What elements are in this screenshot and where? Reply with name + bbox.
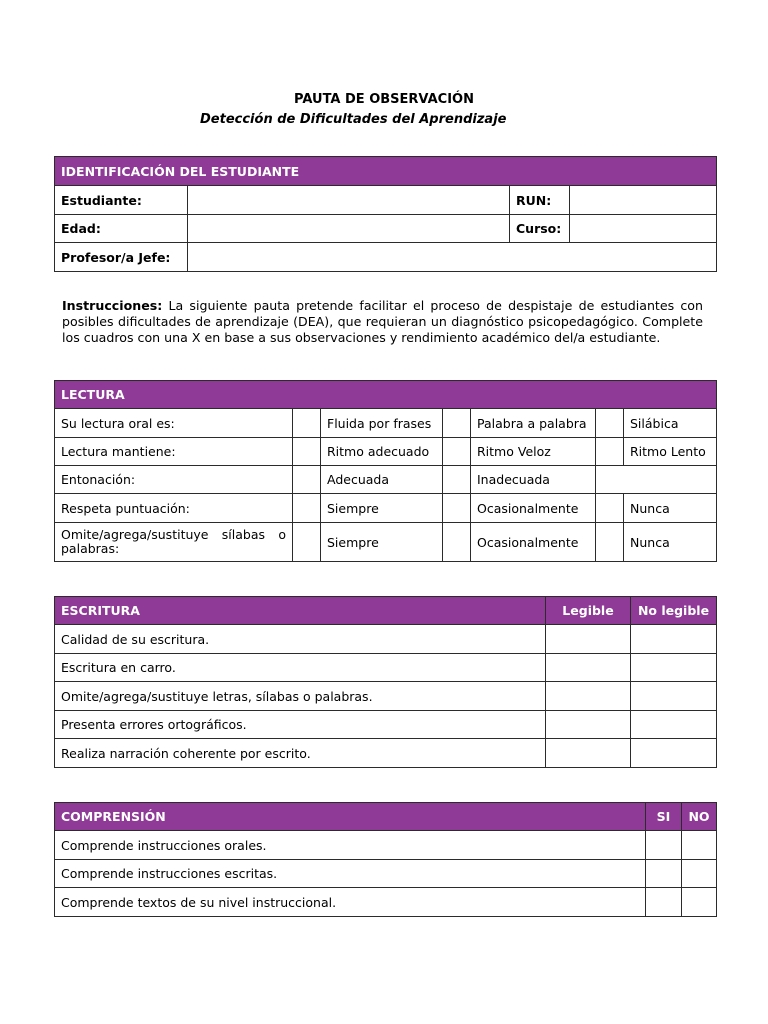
checkbox-cell[interactable] <box>546 739 631 768</box>
table-row <box>55 494 717 523</box>
reading-item: Respeta puntuación: <box>55 494 293 523</box>
comprehension-item: Comprende textos de su nivel instruccional. <box>55 888 646 917</box>
checkbox-cell[interactable] <box>596 438 624 466</box>
comprehension-item: Comprende instrucciones escritas. <box>55 860 646 888</box>
checkbox-cell[interactable] <box>682 888 717 917</box>
table-row <box>55 831 717 860</box>
checkbox-cell[interactable] <box>631 625 717 654</box>
identification-heading: IDENTIFICACIÓN DEL ESTUDIANTE <box>55 157 717 186</box>
checkbox-cell[interactable] <box>646 860 682 888</box>
teacher-label: Profesor/a Jefe: <box>55 243 188 272</box>
comprehension-item: Comprende instrucciones orales. <box>55 831 646 860</box>
page-title: PAUTA DE OBSERVACIÓN <box>294 92 474 107</box>
reading-option: Adecuada <box>321 466 443 494</box>
table-row <box>55 888 717 917</box>
checkbox-cell[interactable] <box>596 523 624 562</box>
writing-item: Realiza narración coherente por escrito. <box>55 739 546 768</box>
instructions <box>62 298 703 346</box>
teacher-field[interactable] <box>188 243 717 272</box>
reading-option: Siempre <box>321 523 443 562</box>
checkbox-cell[interactable] <box>631 682 717 711</box>
checkbox-cell[interactable] <box>293 494 321 523</box>
checkbox-cell[interactable] <box>293 438 321 466</box>
checkbox-cell[interactable] <box>293 409 321 438</box>
checkbox-cell[interactable] <box>646 888 682 917</box>
checkbox-cell[interactable] <box>596 494 624 523</box>
instructions-text: La siguiente pauta pretende facilitar el proceso de despistaje de estudiantes con posibles dificultades de aprendizaje (DEA), que requieran un diagnóstico psicopedagógico. Complete los cuadros con una X en base a sus observaciones y rendimiento académico del/a estudiante. <box>62 298 703 345</box>
table-row <box>55 654 717 682</box>
writing-heading: ESCRITURA <box>55 597 546 625</box>
checkbox-cell[interactable] <box>443 523 471 562</box>
reading-option: Ritmo adecuado <box>321 438 443 466</box>
checkbox-cell[interactable] <box>546 625 631 654</box>
reading-option: Ritmo Veloz <box>471 438 596 466</box>
age-field[interactable] <box>188 215 510 243</box>
student-label: Estudiante: <box>55 186 188 215</box>
reading-option: Ritmo Lento <box>624 438 717 466</box>
instructions-label: Instrucciones: <box>62 298 163 313</box>
table-row <box>55 466 717 494</box>
checkbox-cell[interactable] <box>646 831 682 860</box>
reading-option: Nunca <box>624 523 717 562</box>
page-subtitle: Detección de Dificultades del Aprendizaje <box>200 112 507 127</box>
writing-item: Escritura en carro. <box>55 654 546 682</box>
no-header: NO <box>682 803 717 831</box>
identification-table <box>54 156 717 272</box>
student-field[interactable] <box>188 186 510 215</box>
checkbox-cell[interactable] <box>682 831 717 860</box>
table-row <box>55 682 717 711</box>
reading-option: Ocasionalmente <box>471 494 596 523</box>
yes-header: SI <box>646 803 682 831</box>
writing-item: Presenta errores ortográficos. <box>55 711 546 739</box>
reading-option: Fluida por frases <box>321 409 443 438</box>
table-row <box>55 711 717 739</box>
reading-heading: LECTURA <box>55 381 717 409</box>
reading-option: Nunca <box>624 494 717 523</box>
checkbox-cell[interactable] <box>631 711 717 739</box>
comprehension-table <box>54 802 717 917</box>
checkbox-cell[interactable] <box>631 739 717 768</box>
table-row <box>55 409 717 438</box>
reading-item: Omite/agrega/sustituye sílabas o palabras: <box>55 523 293 562</box>
writing-item: Omite/agrega/sustituye letras, sílabas o palabras. <box>55 682 546 711</box>
reading-item: Lectura mantiene: <box>55 438 293 466</box>
checkbox-cell[interactable] <box>443 438 471 466</box>
empty-cell <box>596 466 717 494</box>
table-row <box>55 523 717 562</box>
reading-option: Ocasionalmente <box>471 523 596 562</box>
writing-table <box>54 596 717 768</box>
table-row <box>55 860 717 888</box>
reading-option: Siempre <box>321 494 443 523</box>
legible-header: Legible <box>546 597 631 625</box>
reading-option: Palabra a palabra <box>471 409 596 438</box>
reading-option: Inadecuada <box>471 466 596 494</box>
comprehension-heading: COMPRENSIÓN <box>55 803 646 831</box>
course-field[interactable] <box>570 215 717 243</box>
checkbox-cell[interactable] <box>682 860 717 888</box>
checkbox-cell[interactable] <box>293 466 321 494</box>
table-row <box>55 739 717 768</box>
checkbox-cell[interactable] <box>443 409 471 438</box>
checkbox-cell[interactable] <box>546 682 631 711</box>
age-label: Edad: <box>55 215 188 243</box>
checkbox-cell[interactable] <box>443 494 471 523</box>
checkbox-cell[interactable] <box>631 654 717 682</box>
checkbox-cell[interactable] <box>546 711 631 739</box>
reading-option: Silábica <box>624 409 717 438</box>
checkbox-cell[interactable] <box>546 654 631 682</box>
reading-table <box>54 380 717 562</box>
writing-item: Calidad de su escritura. <box>55 625 546 654</box>
run-label: RUN: <box>510 186 570 215</box>
course-label: Curso: <box>510 215 570 243</box>
not-legible-header: No legible <box>631 597 717 625</box>
run-field[interactable] <box>570 186 717 215</box>
reading-item: Su lectura oral es: <box>55 409 293 438</box>
checkbox-cell[interactable] <box>443 466 471 494</box>
checkbox-cell[interactable] <box>293 523 321 562</box>
checkbox-cell[interactable] <box>596 409 624 438</box>
reading-item: Entonación: <box>55 466 293 494</box>
table-row <box>55 438 717 466</box>
table-row <box>55 625 717 654</box>
